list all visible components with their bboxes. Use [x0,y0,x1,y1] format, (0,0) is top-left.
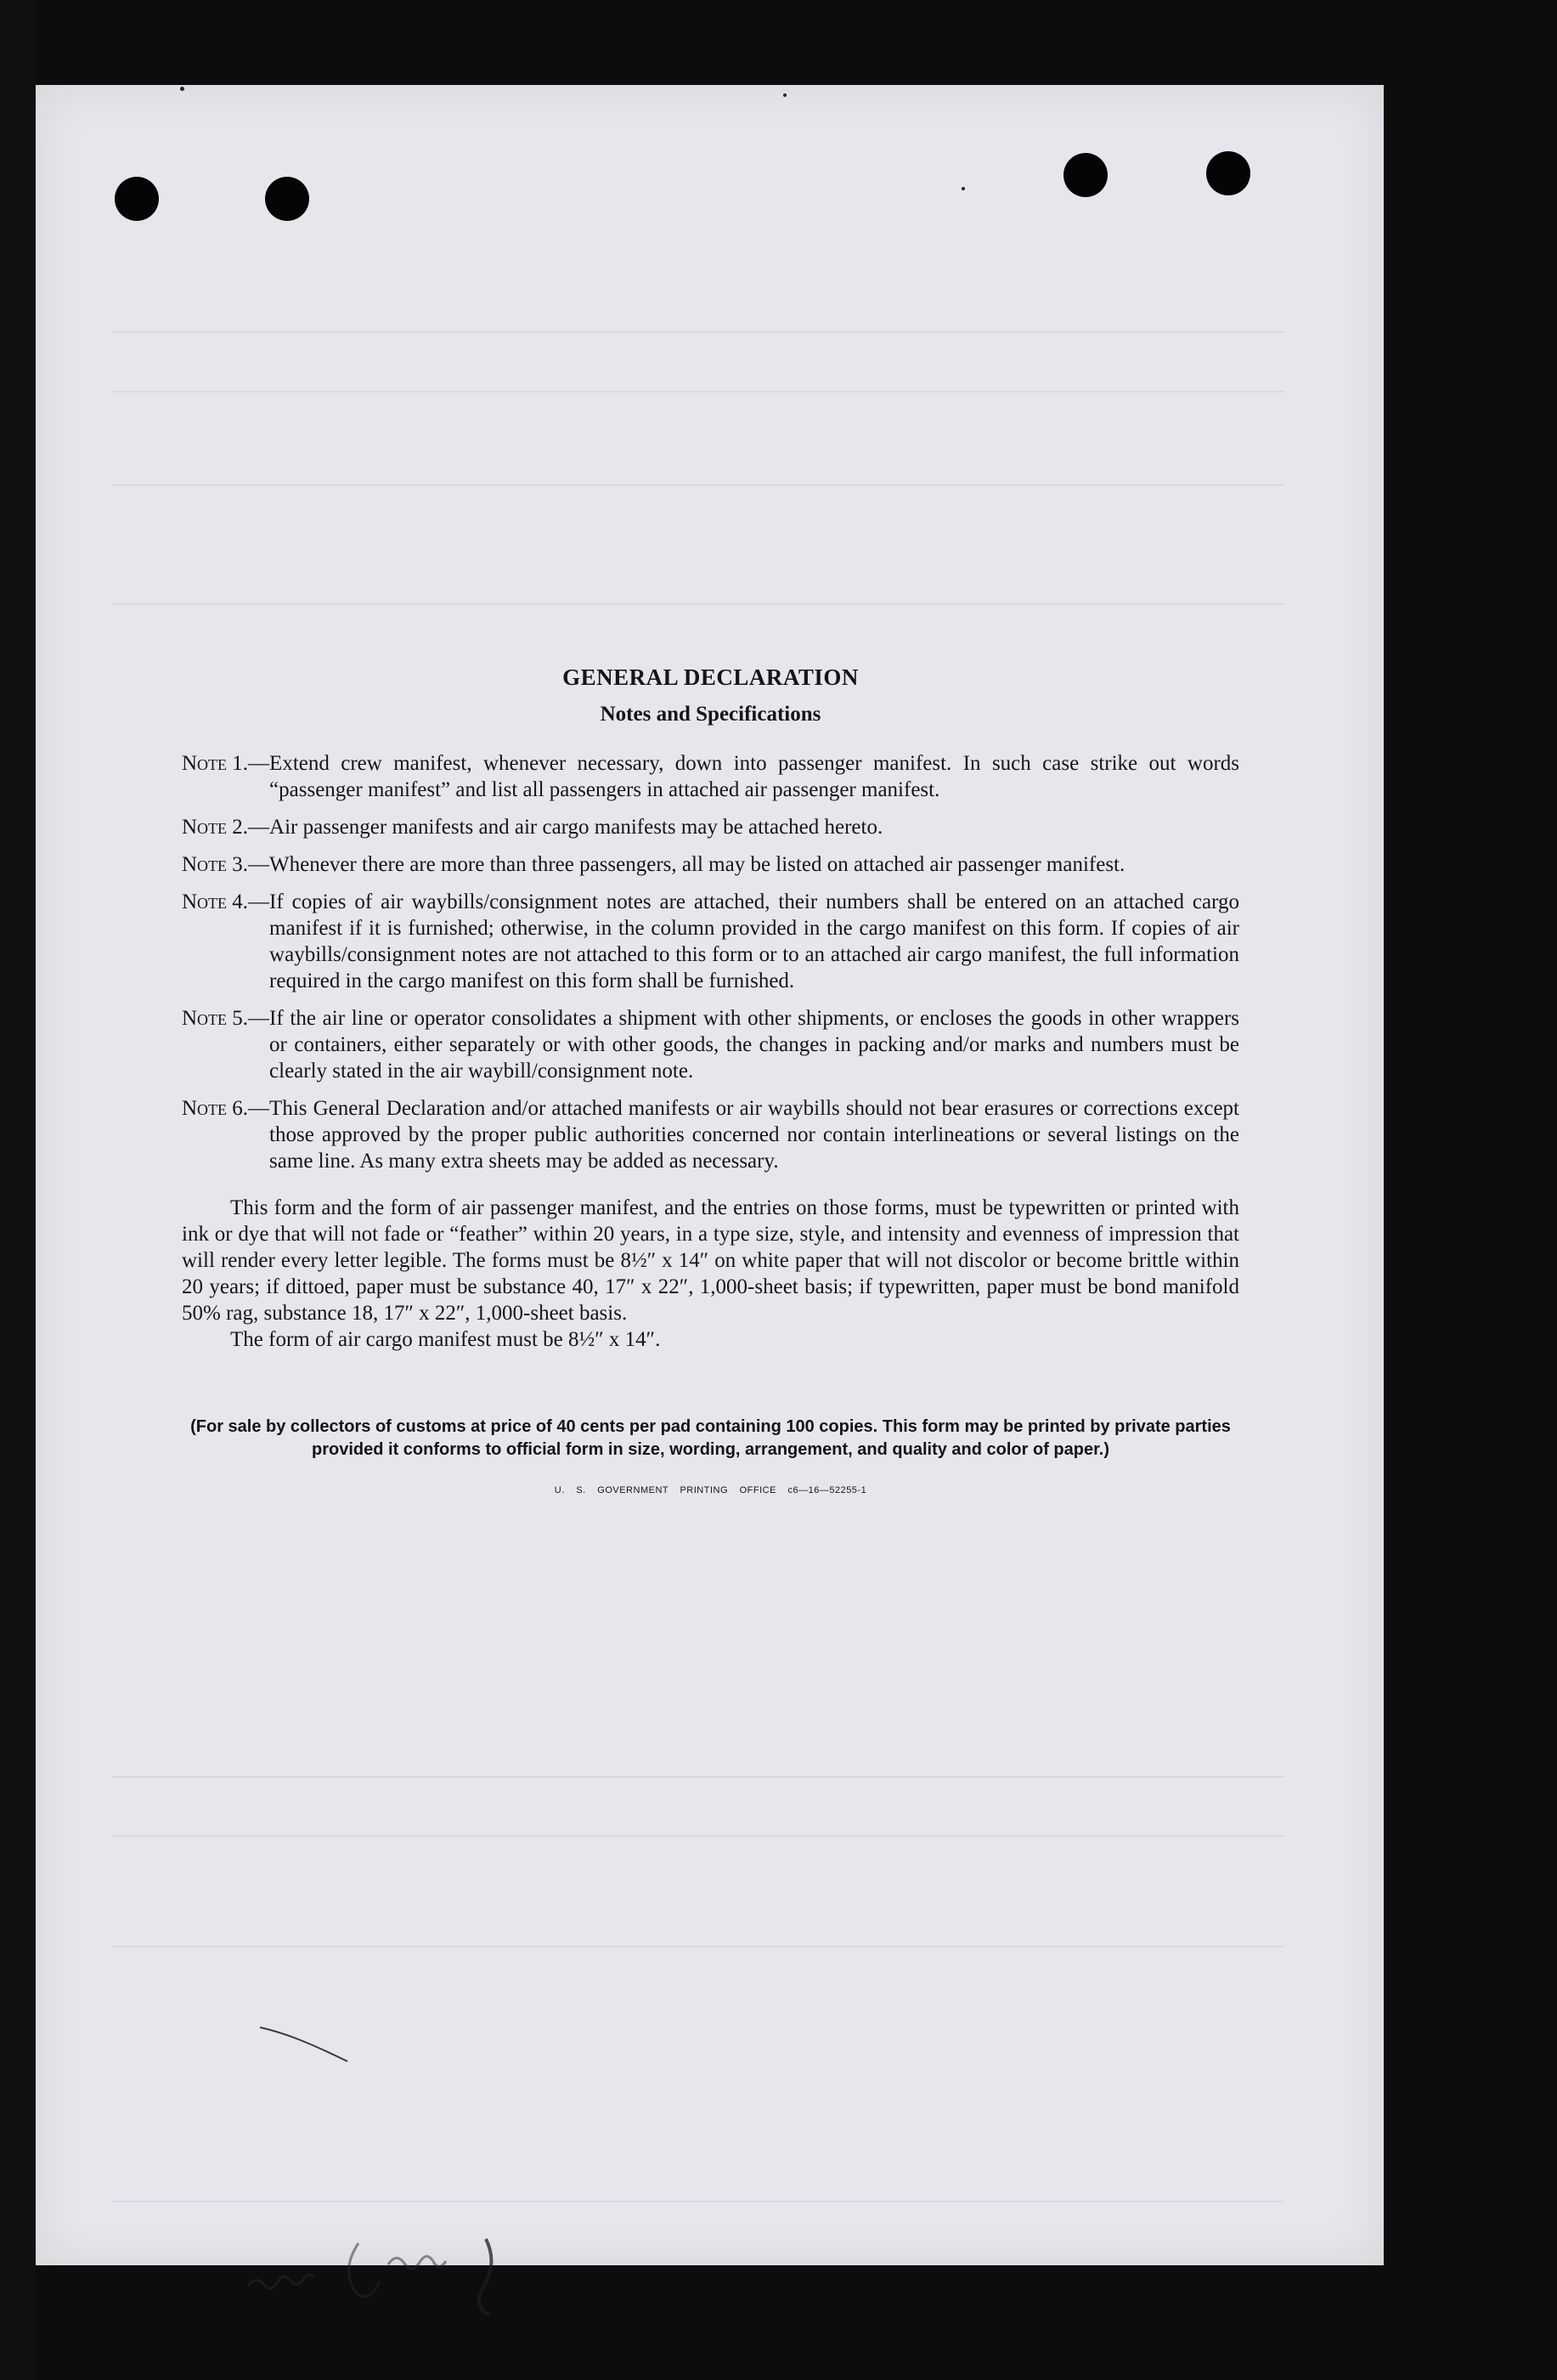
note-text: Extend crew manifest, whenever necessary, down into passenger manifest. In such case strike out words “passenger manifest” and list all passengers in attached air passenger manifest. [269,752,1239,801]
note-1 [182,750,1239,803]
printer-imprint [182,1485,1239,1495]
note-3 [182,851,1239,878]
bleed-through-line [112,331,1284,333]
page-subtitle: Notes and Specifications [600,703,821,726]
punch-hole [1063,153,1108,197]
punch-hole [265,177,309,221]
bleed-through-line [112,2201,1284,2202]
bleed-through-line [112,1946,1284,1948]
note-5 [182,1005,1239,1084]
note-label: Note 5. [182,1007,249,1030]
notes-and-specifications [182,664,1239,1495]
note-text: If copies of air waybills/consignment notes are attached, their numbers shall be entered on an attached cargo manifest if it is furnished; otherwise, in the column provided in the cargo manifest on this form. If copies of air waybills/consignment notes are not attached to this form or to an attached air cargo manifest, the full information required in the cargo manifest on this form shall be furnished. [269,890,1239,992]
printer-line: U. S. GOVERNMENT PRINTING OFFICE [554,1485,776,1495]
sale-notice: (For sale by collectors of customs at price of 40 cents per pad containing 100 copies. This form may be printed by private parties provided it conforms to official form in size, wording, arrangement, and quality and color of paper.) [190,1417,1231,1459]
bleed-through-line [112,391,1284,393]
note-text: This General Declaration and/or attached manifests or air waybills should not bear erasures or corrections except those approved by the proper public authorities concerned nor contain interlineations or several listings on the same line. As many extra sheets may be added as necessary. [269,1097,1239,1173]
note-label: Note 1. [182,752,249,775]
note-dash: — [248,853,270,876]
printer-code: c6—16—52255-1 [787,1485,867,1495]
note-6 [182,1095,1239,1174]
bleed-through-line [112,1776,1284,1778]
dust-speck [962,187,965,190]
scan-border [0,0,36,2380]
note-label: Note 6. [182,1097,249,1120]
pen-stroke-mark [258,2024,360,2066]
form-specification-paragraph: This form and the form of air passenger manifest, and the entries on those forms, must be typewritten or printed with ink or dye that will not fade or “feather” within 20 years, in a type size, style, and intensity and evenness of impression that will render every letter legible. The forms must be 8½″ x 14″ on white paper that will not discolor or become brittle within 20 years; if dittoed, paper must be substance 40, 17″ x 22″, 1,000-sheet basis; if typewritten, paper must be bond manifold 50% rag, substance 18, 17″ x 22″, 1,000-sheet basis. [182,1196,1239,1325]
note-dash: — [248,1007,270,1030]
bleed-through-line [112,484,1284,486]
handwritten-signature [231,2226,571,2320]
cargo-manifest-sentence: The form of air cargo manifest must be 8½″ x 14″. [230,1328,661,1351]
note-label: Note 4. [182,890,249,913]
punch-hole [1206,151,1250,195]
note-text: If the air line or operator consolidates a shipment with other shipments, or encloses the goods in other wrappers or containers, either separately or with other goods, the changes in packing and/or marks and numbers must be clearly stated in the air waybill/consignment note. [269,1007,1239,1083]
note-label: Note 2. [182,816,249,839]
note-dash: — [248,890,270,913]
note-dash: — [248,752,270,775]
note-dash: — [248,816,270,839]
bleed-through-line [112,1835,1284,1837]
note-4 [182,889,1239,994]
note-text: Air passenger manifests and air cargo manifests may be attached hereto. [269,816,883,839]
note-2 [182,814,1239,840]
dust-speck [783,93,787,97]
punch-hole [115,177,159,221]
note-text: Whenever there are more than three passengers, all may be listed on attached air passenger manifest. [269,853,1125,876]
note-dash: — [248,1097,270,1120]
page-title: GENERAL DECLARATION [562,664,859,690]
note-label: Note 3. [182,853,249,876]
dust-speck [180,87,184,91]
bleed-through-line [112,603,1284,605]
